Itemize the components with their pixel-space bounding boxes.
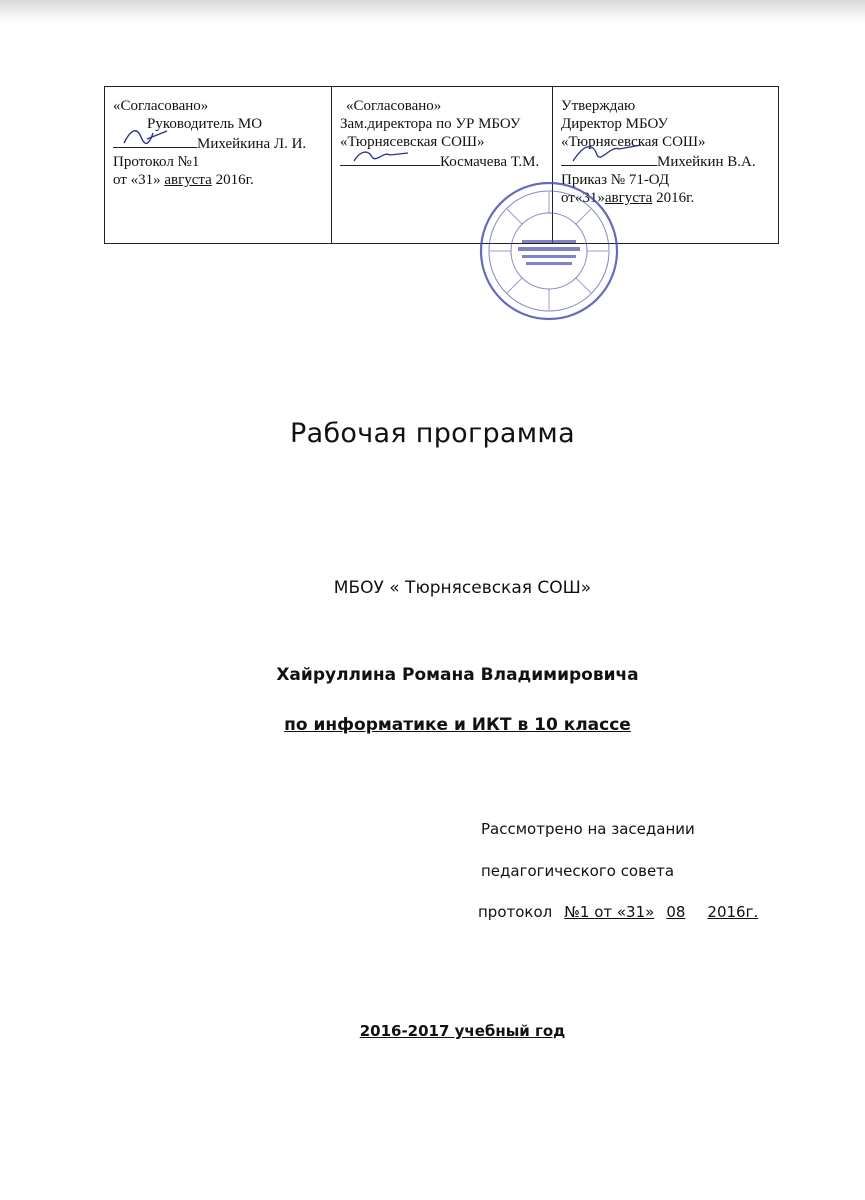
review-line-1: Рассмотрено на заседании xyxy=(481,820,695,838)
scan-edge xyxy=(0,0,865,22)
approval-signature-line xyxy=(340,151,546,171)
approval-protocol: Протокол №1 xyxy=(113,154,200,170)
review-protocol xyxy=(478,903,758,921)
approval-heading: «Согласовано» xyxy=(113,98,209,114)
subject-line: по информатике и ИКТ в 10 классе xyxy=(284,715,631,735)
signature-icon xyxy=(119,125,179,147)
approval-name: Михейкин В.А. xyxy=(657,154,756,170)
approval-order: Приказ № 71-ОД xyxy=(561,172,670,188)
review-line-2: педагогического совета xyxy=(481,862,675,880)
approval-date-year: 2016г. xyxy=(656,190,695,206)
approval-table xyxy=(104,86,779,244)
signature-underline xyxy=(340,151,440,166)
document-title: Рабочая программа xyxy=(290,418,575,449)
review-protocol-month: 08 xyxy=(666,903,686,921)
review-protocol-year: 2016г. xyxy=(707,903,759,921)
approval-school: «Тюрнясевская СОШ» xyxy=(340,134,485,150)
author-name: Хайруллина Романа Владимировича xyxy=(276,665,639,685)
approval-date-month: августа xyxy=(164,172,212,188)
approval-date xyxy=(113,171,325,189)
review-protocol-label: протокол xyxy=(478,903,553,921)
approval-date-prefix: от«31» xyxy=(561,190,605,206)
review-protocol-date-prefix: от «31» xyxy=(594,903,655,921)
signature-icon xyxy=(567,141,647,165)
approval-signature-line xyxy=(113,133,325,153)
approval-date-month: августа xyxy=(604,190,653,206)
approval-date-prefix: от «31» xyxy=(113,172,161,188)
approval-name: Космачева Т.М. xyxy=(440,154,540,170)
approval-cell-mo xyxy=(105,87,332,243)
approval-role: Руководитель МО xyxy=(147,116,263,132)
review-protocol-details xyxy=(564,903,758,921)
approval-signature-line xyxy=(561,151,774,171)
approval-name: Михейкина Л. И. xyxy=(197,136,307,152)
approval-date-year: 2016г. xyxy=(215,172,254,188)
signature-underline xyxy=(561,151,657,166)
signature-icon xyxy=(346,145,416,165)
approval-heading: Утверждаю xyxy=(561,98,636,114)
academic-year: 2016-2017 учебный год xyxy=(359,1022,566,1040)
school-stamp-icon xyxy=(478,180,620,322)
signature-underline xyxy=(113,133,197,148)
approval-role: Зам.директора по УР МБОУ xyxy=(340,116,521,132)
approval-heading: «Согласовано» xyxy=(346,98,442,114)
school-name: МБОУ « Тюрнясевская СОШ» xyxy=(333,578,592,598)
approval-role: Директор МБОУ xyxy=(561,116,669,132)
approval-school: «Тюрнясевская СОШ» xyxy=(561,134,706,150)
review-protocol-number: №1 xyxy=(564,903,590,921)
